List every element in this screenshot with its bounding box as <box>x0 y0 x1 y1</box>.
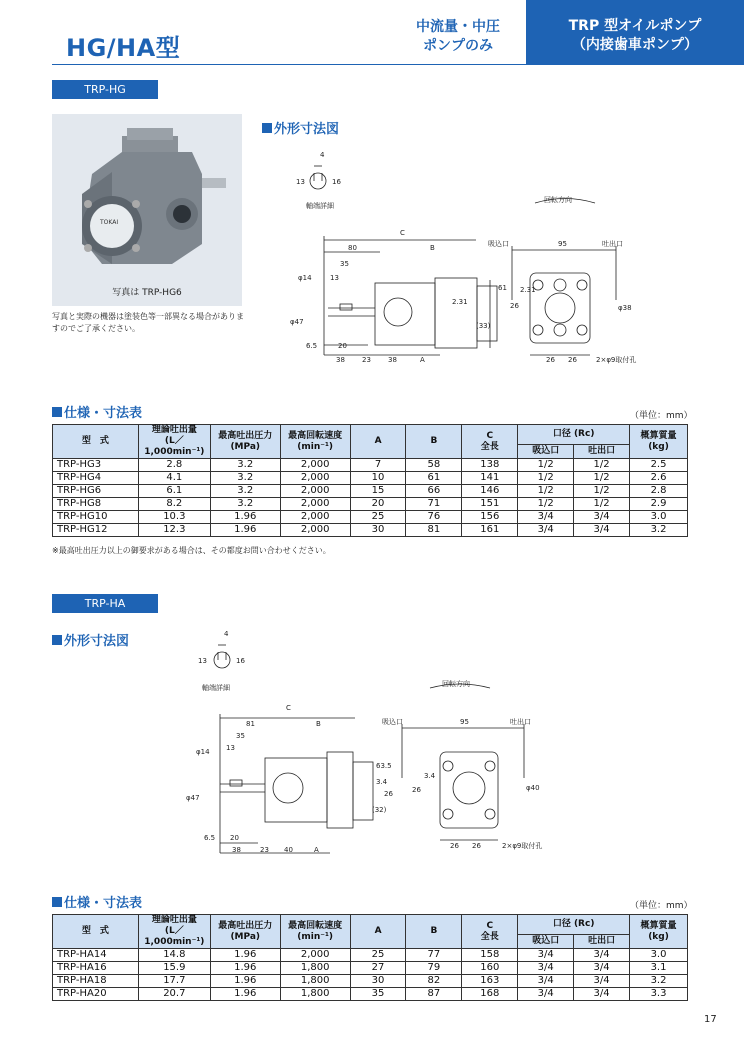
table-cell: 138 <box>462 459 518 472</box>
col-model: 型 式 <box>53 915 139 949</box>
table-cell: 158 <box>462 949 518 962</box>
ha-dim-16: 16 <box>236 657 245 665</box>
ha-dim-26: 26 <box>384 790 393 798</box>
col-flow-l1: 理論吐出量 <box>151 425 197 435</box>
hg-spec-heading-text: 仕様・寸法表 <box>64 406 143 421</box>
ha-unit: （単位：mm） <box>630 901 693 911</box>
table-cell: 3.2 <box>630 524 688 537</box>
col-mass-l1: 概算質量 <box>640 920 677 931</box>
table-row <box>53 988 688 1001</box>
table-cell: 3.2 <box>210 459 280 472</box>
col-pressure <box>210 425 280 459</box>
table-cell: 1/2 <box>518 459 574 472</box>
table-row <box>53 975 688 988</box>
ha-dim-635: 63.5 <box>376 762 392 770</box>
hg-dim-13b: 13 <box>330 274 339 282</box>
table-cell: 1,800 <box>280 962 350 975</box>
product-banner-line2: （内接歯車ポンプ） <box>571 37 699 53</box>
table-cell: 12.3 <box>138 524 210 537</box>
table-cell: 3/4 <box>518 524 574 537</box>
col-speed-l2: (min⁻¹) <box>297 441 334 452</box>
category-tag-line2: ポンプのみ <box>423 38 493 54</box>
table-cell: 3/4 <box>574 524 630 537</box>
ha-drawing-heading-text: 外形寸法図 <box>64 634 130 649</box>
hg-dim-38c: φ38 <box>618 304 632 312</box>
table-cell: 141 <box>462 472 518 485</box>
col-flow-l2: (L／1,000min⁻¹) <box>144 926 205 947</box>
table-cell: 2,000 <box>280 498 350 511</box>
table-cell: 66 <box>406 485 462 498</box>
table-cell: TRP-HG4 <box>53 472 139 485</box>
col-model: 型 式 <box>53 425 139 459</box>
hg-dim-35: 35 <box>340 260 349 268</box>
col-c-l1: C <box>486 430 494 441</box>
table-cell: 15.9 <box>138 962 210 975</box>
col-flow-l2: (L／1,000min⁻¹) <box>144 436 205 457</box>
table-cell: 20 <box>350 498 406 511</box>
table-cell: 3.2 <box>630 975 688 988</box>
table-cell: 79 <box>406 962 462 975</box>
table-cell: 161 <box>462 524 518 537</box>
col-mass <box>630 425 688 459</box>
table-cell: 1,800 <box>280 975 350 988</box>
table-cell: 1.96 <box>210 949 280 962</box>
table-cell: 3.2 <box>210 485 280 498</box>
table-cell: 1/2 <box>574 498 630 511</box>
table-cell: 15 <box>350 485 406 498</box>
table-cell: TRP-HA14 <box>53 949 139 962</box>
table-cell: 2.9 <box>630 498 688 511</box>
ha-dim-a: A <box>314 846 319 854</box>
ha-dim-35: 35 <box>236 732 245 740</box>
table-row <box>53 949 688 962</box>
hg-dim-38a: 38 <box>336 356 345 364</box>
ha-dim-34: 3.4 <box>376 778 388 786</box>
col-flow <box>138 915 210 949</box>
col-speed <box>280 915 350 949</box>
table-cell: 27 <box>350 962 406 975</box>
table-cell: 1/2 <box>574 472 630 485</box>
table-cell: 3.3 <box>630 988 688 1001</box>
col-c <box>462 915 518 949</box>
ha-dim-26b: 26 <box>472 842 481 850</box>
hg-dim-231b: 2.31 <box>520 286 536 294</box>
hg-dim-61: 61 <box>498 284 507 292</box>
table-cell: TRP-HA20 <box>53 988 139 1001</box>
table-cell: TRP-HG10 <box>53 511 139 524</box>
hg-outlet-label: 吐出口 <box>602 240 623 248</box>
table-cell: 1/2 <box>574 459 630 472</box>
table-cell: 1,800 <box>280 988 350 1001</box>
hg-dim-c: C <box>400 229 405 237</box>
ha-dimension-drawing <box>180 628 580 858</box>
hg-dim-33: (33) <box>476 322 491 330</box>
table-cell: 1.96 <box>210 975 280 988</box>
table-cell: 2.8 <box>138 459 210 472</box>
col-pressure-l1: 最高吐出圧力 <box>218 430 273 441</box>
hg-dim-20: 20 <box>338 342 347 350</box>
table-cell: 3/4 <box>574 949 630 962</box>
col-pressure-l2: (MPa) <box>230 931 261 942</box>
table-cell: 1.96 <box>210 988 280 1001</box>
table-cell: 3/4 <box>574 962 630 975</box>
col-pressure <box>210 915 280 949</box>
hg-dim-26: 26 <box>510 302 519 310</box>
table-cell: 1.96 <box>210 524 280 537</box>
table-cell: 17.7 <box>138 975 210 988</box>
table-cell: 3.2 <box>210 498 280 511</box>
ha-dim-40: 40 <box>284 846 293 854</box>
table-cell: 160 <box>462 962 518 975</box>
ha-dim-key-top: 4 <box>224 630 229 638</box>
col-port-outlet: 吐出口 <box>574 445 630 459</box>
table-cell: 7 <box>350 459 406 472</box>
hg-dim-13: 13 <box>296 178 305 186</box>
table-cell: 25 <box>350 511 406 524</box>
table-row <box>53 962 688 975</box>
ha-dim-40b: φ40 <box>526 784 540 792</box>
col-port-inlet: 吸込口 <box>518 445 574 459</box>
table-cell: 3.1 <box>630 962 688 975</box>
hg-dim-b: B <box>430 244 435 252</box>
table-cell: 3/4 <box>574 975 630 988</box>
page-number: 17 <box>704 1014 717 1025</box>
table-cell: TRP-HG6 <box>53 485 139 498</box>
hg-dim-bore: φ47 <box>290 318 304 326</box>
ha-dim-95: 95 <box>460 718 469 726</box>
hg-drawing-heading <box>262 118 339 137</box>
table-cell: 1/2 <box>518 498 574 511</box>
hg-dimension-drawing <box>280 140 680 375</box>
hg-table-body <box>53 459 688 537</box>
col-mass <box>630 915 688 949</box>
table-row <box>53 485 688 498</box>
product-banner-line1: TRP 型オイルポンプ <box>568 18 702 34</box>
table-cell: TRP-HG8 <box>53 498 139 511</box>
hg-spec-table <box>52 424 688 537</box>
hg-dim-23: 23 <box>362 356 371 364</box>
table-cell: 1/2 <box>518 472 574 485</box>
table-cell: 20.7 <box>138 988 210 1001</box>
ha-dim-81: 81 <box>246 720 255 728</box>
col-b: B <box>406 915 462 949</box>
ha-dim-13b: 13 <box>226 744 235 752</box>
ha-holes-label: 2×φ9取付孔 <box>502 842 543 850</box>
hg-dim-shaft: φ14 <box>298 274 312 282</box>
ha-spec-table <box>52 914 688 1001</box>
hg-section-label: TRP-HG <box>52 80 158 99</box>
table-cell: 146 <box>462 485 518 498</box>
col-a: A <box>350 915 406 949</box>
col-port-outlet: 吐出口 <box>574 935 630 949</box>
ha-dim-38: 38 <box>232 846 241 854</box>
col-pressure-l1: 最高吐出圧力 <box>218 920 273 931</box>
ha-dim-26a: 26 <box>450 842 459 850</box>
table-cell: 3/4 <box>574 988 630 1001</box>
hg-detail-label: 軸端詳細 <box>306 202 334 210</box>
table-cell: 156 <box>462 511 518 524</box>
table-cell: TRP-HG12 <box>53 524 139 537</box>
table-row <box>53 498 688 511</box>
ha-dim-c: C <box>286 704 291 712</box>
table-cell: 2,000 <box>280 949 350 962</box>
table-cell: 1/2 <box>518 485 574 498</box>
col-a: A <box>350 425 406 459</box>
table-cell: 3/4 <box>518 975 574 988</box>
col-c <box>462 425 518 459</box>
table-cell: 2.8 <box>630 485 688 498</box>
table-cell: 168 <box>462 988 518 1001</box>
table-cell: 4.1 <box>138 472 210 485</box>
ha-dim-65: 6.5 <box>204 834 216 842</box>
category-tag <box>398 18 518 56</box>
svg-text:TOKAI: TOKAI <box>100 219 119 226</box>
table-cell: 58 <box>406 459 462 472</box>
table-cell: 1.96 <box>210 511 280 524</box>
hg-drawing-heading-text: 外形寸法図 <box>274 122 340 137</box>
hg-dim-95: 95 <box>558 240 567 248</box>
col-port-inlet: 吸込口 <box>518 935 574 949</box>
hg-unit: （単位：mm） <box>630 411 693 421</box>
table-cell: 3/4 <box>518 511 574 524</box>
hg-inlet-label: 吸込口 <box>488 240 509 248</box>
table-cell: 3/4 <box>574 511 630 524</box>
hg-holes-label: 2×φ9取付孔 <box>596 356 637 364</box>
col-speed-l1: 最高回転速度 <box>288 430 343 441</box>
col-speed <box>280 425 350 459</box>
ha-table-body <box>53 949 688 1001</box>
hg-dim-26a: 26 <box>546 356 555 364</box>
table-cell: 10.3 <box>138 511 210 524</box>
hg-dim-16: 16 <box>332 178 341 186</box>
ha-dim-34b: 3.4 <box>424 772 436 780</box>
pump-illustration <box>52 114 242 306</box>
ha-dim-32: (32) <box>372 806 387 814</box>
hg-dim-key-top: 4 <box>320 151 325 159</box>
ha-dim-20: 20 <box>230 834 239 842</box>
table-cell: 30 <box>350 975 406 988</box>
hg-dim-38b: 38 <box>388 356 397 364</box>
ha-dim-23: 23 <box>260 846 269 854</box>
table-cell: 2,000 <box>280 472 350 485</box>
col-flow <box>138 425 210 459</box>
table-cell: 2.6 <box>630 472 688 485</box>
table-cell: 3/4 <box>518 949 574 962</box>
ha-spec-heading <box>52 892 142 911</box>
hg-dim-a: A <box>420 356 425 364</box>
table-cell: 82 <box>406 975 462 988</box>
table-cell: 71 <box>406 498 462 511</box>
table-cell: 163 <box>462 975 518 988</box>
ha-drawing-heading <box>52 630 129 649</box>
table-cell: 2.5 <box>630 459 688 472</box>
hg-dim-65: 6.5 <box>306 342 318 350</box>
ha-detail-label: 軸端詳細 <box>202 684 230 692</box>
category-tag-line1: 中流量・中圧 <box>416 19 500 35</box>
header-divider <box>52 64 744 65</box>
table-cell: 3.0 <box>630 511 688 524</box>
ha-dim-shaft: φ14 <box>196 748 210 756</box>
col-c-l1: C <box>486 920 494 931</box>
table-row <box>53 511 688 524</box>
table-cell: 2,000 <box>280 459 350 472</box>
table-cell: 6.1 <box>138 485 210 498</box>
photo-caption: 写真は TRP-HG6 <box>112 288 182 298</box>
hg-dim-80: 80 <box>348 244 357 252</box>
table-cell: 1.96 <box>210 962 280 975</box>
table-row <box>53 459 688 472</box>
table-cell: 3/4 <box>518 962 574 975</box>
ha-rotation-label: 回転方向 <box>442 680 470 688</box>
col-mass-l2: (kg) <box>648 931 669 942</box>
table-cell: 35 <box>350 988 406 1001</box>
hg-spec-heading <box>52 402 142 421</box>
col-flow-l1: 理論吐出量 <box>151 915 197 925</box>
page-title: HG/HA型 <box>66 34 181 62</box>
table-row <box>53 524 688 537</box>
col-mass-l2: (kg) <box>648 441 669 452</box>
col-b: B <box>406 425 462 459</box>
col-c-l2: 全長 <box>480 931 499 942</box>
col-port: 口径 (Rc) <box>518 915 630 935</box>
ha-dim-26c: 26 <box>412 786 421 794</box>
table-row <box>53 472 688 485</box>
table-cell: TRP-HA16 <box>53 962 139 975</box>
col-port: 口径 (Rc) <box>518 425 630 445</box>
table-cell: 25 <box>350 949 406 962</box>
hg-rotation-label: 回転方向 <box>544 196 572 204</box>
table-cell: 2,000 <box>280 524 350 537</box>
table-cell: TRP-HA18 <box>53 975 139 988</box>
col-c-l2: 全長 <box>480 441 499 452</box>
table-cell: 30 <box>350 524 406 537</box>
table-cell: 3.2 <box>210 472 280 485</box>
col-pressure-l2: (MPa) <box>230 441 261 452</box>
table-cell: TRP-HG3 <box>53 459 139 472</box>
table-cell: 1/2 <box>574 485 630 498</box>
hg-dim-231: 2.31 <box>452 298 468 306</box>
ha-section-label: TRP-HA <box>52 594 158 613</box>
table-cell: 77 <box>406 949 462 962</box>
hg-footnote: ※最高吐出圧力以上の御要求がある場合は、その都度お問い合わせください。 <box>52 546 331 555</box>
ha-inlet-label: 吸込口 <box>382 718 403 726</box>
table-cell: 3/4 <box>518 988 574 1001</box>
col-speed-l1: 最高回転速度 <box>288 920 343 931</box>
table-cell: 8.2 <box>138 498 210 511</box>
ha-dim-13: 13 <box>198 657 207 665</box>
table-cell: 61 <box>406 472 462 485</box>
table-cell: 3.0 <box>630 949 688 962</box>
photo-note: 写真と実際の機器は塗装色等一部異なる場合がありますのでご了承ください。 <box>52 312 244 333</box>
col-speed-l2: (min⁻¹) <box>297 931 334 942</box>
hg-dim-26b: 26 <box>568 356 577 364</box>
col-mass-l1: 概算質量 <box>640 430 677 441</box>
ha-dim-b: B <box>316 720 321 728</box>
table-cell: 2,000 <box>280 485 350 498</box>
product-banner <box>526 0 744 64</box>
ha-outlet-label: 吐出口 <box>510 718 531 726</box>
ha-spec-heading-text: 仕様・寸法表 <box>64 896 143 911</box>
table-cell: 87 <box>406 988 462 1001</box>
table-cell: 151 <box>462 498 518 511</box>
table-cell: 10 <box>350 472 406 485</box>
table-cell: 2,000 <box>280 511 350 524</box>
product-photo <box>52 114 242 306</box>
table-cell: 14.8 <box>138 949 210 962</box>
ha-dim-bore: φ47 <box>186 794 200 802</box>
table-cell: 81 <box>406 524 462 537</box>
table-cell: 76 <box>406 511 462 524</box>
